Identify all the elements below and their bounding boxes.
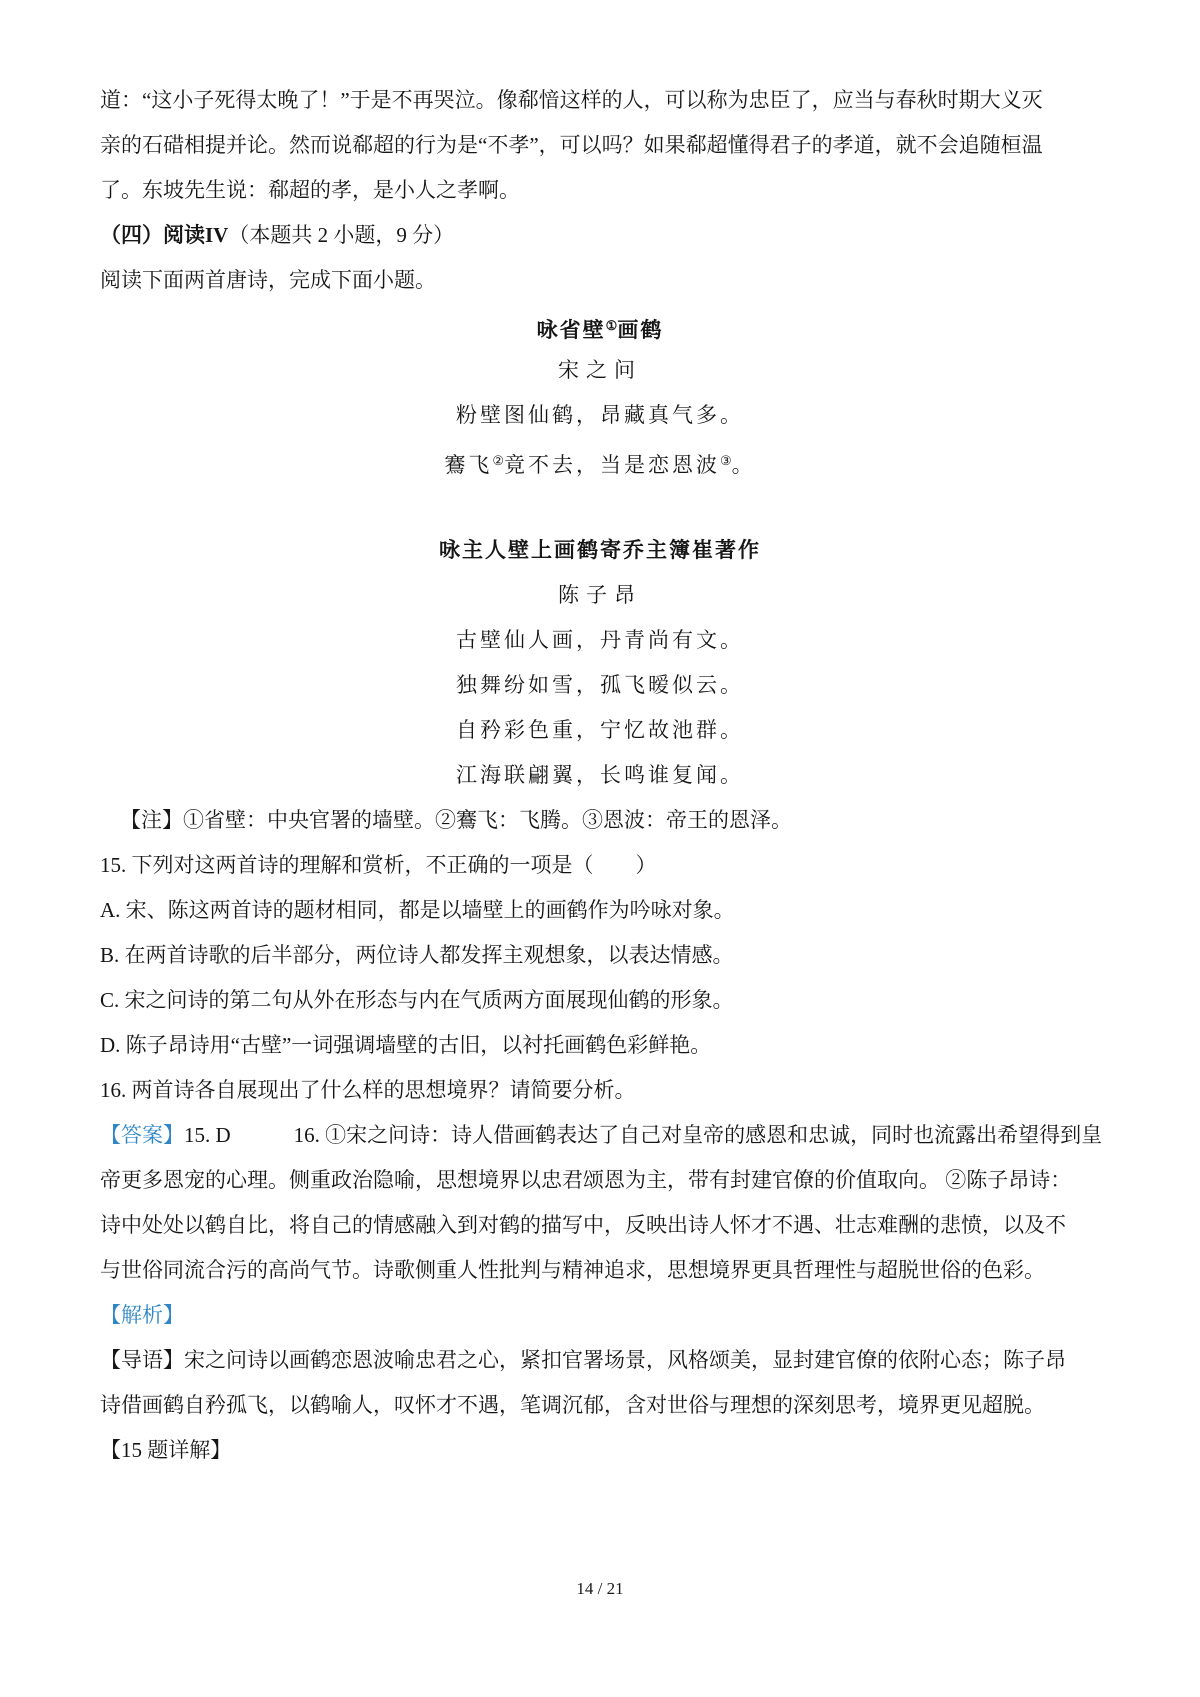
section-instruction: 阅读下面两首唐诗，完成下面小题。	[100, 268, 436, 292]
section-heading-number: （四）阅读IV	[100, 223, 229, 247]
section-heading-points: （本题共 2 小题，9 分）	[228, 223, 455, 247]
intro-line-1: 道：“这小子死得太晚了！”于是不再哭泣。像郗愔这样的人，可以称为忠臣了，应当与春秋时期大义灭	[100, 88, 1043, 112]
poem1-title-text: 咏省壁	[536, 318, 606, 342]
page-number: 14 / 21	[576, 1579, 624, 1598]
poem1-line-1: 粉壁图仙鹤，昂藏真气多。	[456, 403, 744, 427]
question-16-stem: 16. 两首诗各自展现出了什么样的思想境界？请简要分析。	[100, 1078, 636, 1102]
intro-line-2: 亲的石碏相提并论。然而说郗超的行为是“不孝”，可以吗？如果郗超懂得君子的孝道，就不会追随桓温	[100, 133, 1043, 157]
poem-note: 【注】①省壁：中央官署的墙壁。②鶱飞：飞腾。③恩波：帝王的恩泽。	[120, 808, 792, 832]
poem1-footnote-marker-2: ②	[492, 453, 504, 468]
poem2-line-3: 自矜彩色重，宁忆故池群。	[456, 718, 744, 742]
poem2-title: 咏主人壁上画鹤寄乔主簿崔著作	[439, 538, 761, 562]
poem2-author: 陈子昂	[558, 583, 642, 607]
poem1-title	[100, 303, 1100, 348]
analysis-label: 【解析】	[100, 1303, 184, 1327]
poem2-line-2: 独舞纷如雪，孤飞暧似云。	[456, 673, 744, 697]
analysis-detail15-label: 【15 题详解】	[100, 1438, 232, 1462]
poem1-footnote-marker-3: ③	[720, 453, 732, 468]
analysis-daoyu-line-2: 诗借画鹤自矜孤飞，以鹤喻人，叹怀才不遇，笔调沉郁，含对世俗与理想的深刻思考，境界更见超脱。	[100, 1393, 1045, 1417]
question-15-option-c: C. 宋之问诗的第二句从外在形态与内在气质两方面展现仙鹤的形象。	[100, 988, 734, 1012]
question-15-option-d: D. 陈子昂诗用“古壁”一词强调墙壁的古旧，以衬托画鹤色彩鲜艳。	[100, 1033, 712, 1057]
answer-line-4: 与世俗同流合污的高尚气节。诗歌侧重人性批判与精神追求，思想境界更具哲理性与超脱世俗的色彩。	[100, 1258, 1045, 1282]
poem1-line2-text: 鶱飞	[444, 453, 493, 477]
poem1-title-text-2: 画鹤	[617, 318, 664, 342]
poem1-author: 宋之问	[558, 358, 642, 382]
answer-line-1-text: 15. D 16. ①宋之问诗：诗人借画鹤表达了自己对皇帝的感恩和忠诚，同时也流露出希望得到皇	[184, 1123, 1103, 1147]
poem1-line-2	[100, 438, 1100, 483]
analysis-daoyu-line-1: 【导语】宋之问诗以画鹤恋恩波喻忠君之心，紧扣官署场景，风格颂美，显封建官僚的依附心态；陈子昂	[100, 1348, 1066, 1372]
answer-line-1	[100, 1113, 1103, 1158]
section-heading	[100, 213, 1100, 258]
poem1-line2-text-2: 竟不去，当是恋恩波	[504, 453, 720, 477]
question-15-option-a: A. 宋、陈这两首诗的题材相同，都是以墙壁上的画鹤作为吟咏对象。	[100, 898, 735, 922]
intro-line-3: 了。东坡先生说：郗超的孝，是小人之孝啊。	[100, 178, 520, 202]
answer-line-2: 帝更多恩宠的心理。侧重政治隐喻，思想境界以忠君颂恩为主，带有封建官僚的价值取向。 ②陈子昂诗：	[100, 1168, 1072, 1192]
question-15-stem: 15. 下列对这两首诗的理解和赏析，不正确的一项是（ ）	[100, 853, 657, 877]
poem1-title-footnote-marker: ①	[605, 318, 618, 333]
answer-label: 【答案】	[100, 1123, 184, 1147]
poem2-line-4: 江海联翩翼，长鸣谁复闻。	[456, 763, 744, 787]
answer-line-3: 诗中处处以鹤自比，将自己的情感融入到对鹤的描写中，反映出诗人怀才不遇、壮志难酬的悲愤，以及不	[100, 1213, 1066, 1237]
poem1-line2-text-3: 。	[731, 453, 756, 477]
poem2-line-1: 古壁仙人画，丹青尚有文。	[456, 628, 744, 652]
question-15-option-b: B. 在两首诗歌的后半部分，两位诗人都发挥主观想象，以表达情感。	[100, 943, 734, 967]
spacer	[100, 483, 1100, 528]
